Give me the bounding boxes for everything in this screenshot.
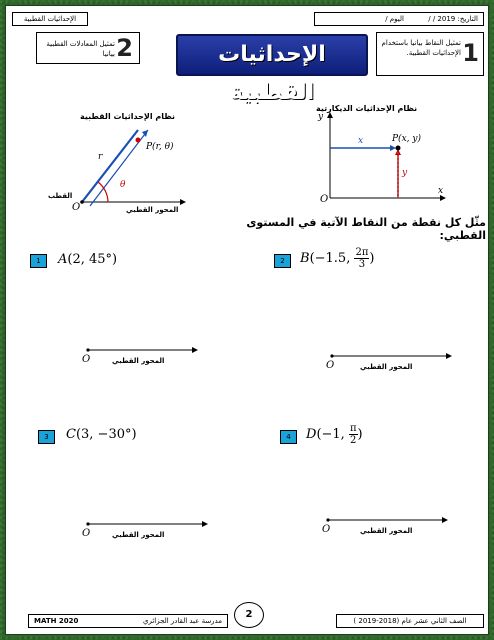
cartesian-origin-label: O bbox=[320, 194, 329, 205]
problem-4-fraction bbox=[349, 423, 358, 446]
page-number: 2 bbox=[245, 609, 253, 620]
lesson-name: الإحداثيات القطبية bbox=[23, 15, 77, 23]
answer-axis-2-line bbox=[326, 349, 456, 363]
answer-axis-4 bbox=[322, 512, 452, 542]
polar-caption: نظام الإحداثيات القطبية bbox=[80, 112, 176, 121]
objective-2-text: تمثيل المعادلات القطبية بيانيا bbox=[46, 40, 115, 58]
polar-point-text: P(r, θ) bbox=[146, 142, 174, 152]
date-box bbox=[314, 12, 484, 26]
problem-2-fraction bbox=[354, 247, 369, 270]
polar-point-marker bbox=[136, 138, 141, 143]
objective-1-number: 1 bbox=[462, 39, 479, 67]
problem-3-name: C bbox=[66, 427, 76, 442]
cartesian-point-label bbox=[392, 134, 421, 144]
answer-axis-2-label: المحور القطبي bbox=[360, 363, 413, 371]
cartesian-x-axis-text: x bbox=[438, 186, 444, 196]
cartesian-y-axis-label bbox=[318, 112, 323, 122]
problem-2-denominator: 3 bbox=[358, 259, 366, 270]
polar-point-label bbox=[146, 142, 174, 152]
problem-2-expression bbox=[300, 246, 375, 272]
instruction-text: مثّل كل نقطة من النقاط الآتية في المستوى القطبي: bbox=[246, 216, 486, 242]
answer-axis-2-origin: O bbox=[326, 360, 335, 371]
problem-4-expression bbox=[306, 422, 363, 448]
cartesian-caption: نظام الإحداثيات الديكارتية bbox=[316, 104, 418, 113]
cartesian-point-marker bbox=[396, 146, 401, 151]
cartesian-y-segment-label bbox=[402, 168, 407, 178]
answer-axis-1-label: المحور القطبي bbox=[112, 357, 165, 365]
problem-4-coords: (−1, bbox=[316, 427, 345, 442]
answer-axis-3 bbox=[82, 516, 212, 546]
cartesian-x-segment-label bbox=[358, 136, 363, 146]
answer-axis-2 bbox=[326, 348, 456, 378]
polar-r-text: r bbox=[98, 152, 103, 162]
problem-3-coords: (3, −30°) bbox=[75, 427, 137, 442]
answer-axis-4-label: المحور القطبي bbox=[360, 527, 413, 535]
problem-4-denominator: 2 bbox=[350, 435, 357, 446]
cartesian-point-text: P(x, y) bbox=[392, 134, 421, 144]
answer-axis-1-origin: O bbox=[82, 354, 91, 365]
problem-2-badge: 2 bbox=[274, 254, 291, 268]
objective-1-text: تمثيل النقاط بيانيا باستخدام الإحداثيات القطبية. bbox=[381, 39, 461, 57]
problem-3-badge: 3 bbox=[38, 430, 55, 444]
problem-2-close: ) bbox=[369, 251, 375, 266]
problem-2-name: B bbox=[300, 251, 310, 266]
cartesian-x-axis-label bbox=[438, 186, 443, 196]
worksheet-page bbox=[5, 5, 489, 635]
lesson-name-box bbox=[12, 12, 88, 26]
page-title: الإحداثيات القطبية bbox=[176, 34, 368, 76]
answer-axis-3-line bbox=[82, 517, 212, 531]
polar-theta-text: θ bbox=[120, 180, 126, 190]
problem-1-coords: (2, 45°) bbox=[67, 252, 118, 267]
answer-axis-3-origin: O bbox=[82, 528, 91, 539]
answer-axis-1 bbox=[82, 342, 202, 372]
problem-2-numerator: 2π bbox=[355, 247, 369, 258]
problem-4-close: ) bbox=[357, 427, 363, 442]
footer-grade-box bbox=[336, 614, 484, 628]
problem-1-expression bbox=[58, 252, 117, 267]
cartesian-diagram-svg bbox=[306, 98, 446, 208]
objective-2-number: 2 bbox=[116, 34, 133, 62]
polar-axis-label: المحور القطبي bbox=[126, 206, 179, 214]
answer-axis-4-line bbox=[322, 513, 452, 527]
polar-diagram bbox=[30, 106, 190, 216]
answer-axis-3-label: المحور القطبي bbox=[112, 531, 165, 539]
polar-r-label bbox=[98, 152, 102, 162]
problem-1-name: A bbox=[58, 252, 68, 267]
day-label: اليوم / bbox=[385, 15, 404, 23]
problem-4-numerator: π bbox=[349, 423, 357, 434]
answer-axis-4-origin: O bbox=[322, 524, 331, 535]
cartesian-y-axis-text: y bbox=[318, 112, 324, 122]
footer-math: MATH 2020 bbox=[34, 617, 79, 625]
problem-4-badge: 4 bbox=[280, 430, 297, 444]
polar-origin-label: O bbox=[72, 202, 81, 213]
x-segment-arrowhead bbox=[390, 145, 396, 151]
polar-pole-label: القطب bbox=[48, 192, 73, 200]
problem-4-name: D bbox=[306, 427, 317, 442]
problem-1-badge: 1 bbox=[30, 254, 47, 268]
cartesian-diagram bbox=[306, 98, 446, 208]
problem-3-expression bbox=[66, 427, 137, 442]
cartesian-x-segment-text: x bbox=[358, 136, 364, 146]
polar-theta-label bbox=[120, 180, 125, 190]
problem-2-coords: (−1.5, bbox=[309, 251, 351, 266]
page-number-circle bbox=[234, 602, 264, 628]
footer-school-box bbox=[28, 614, 228, 628]
footer-school: مدرسة عبد القادر الجزائري bbox=[142, 617, 222, 625]
footer-grade: الصف الثاني عشر عام (2018-2019 ) bbox=[353, 617, 467, 625]
answer-axis-1-line bbox=[82, 343, 202, 357]
objective-1-box bbox=[376, 32, 484, 76]
date-label: التاريخ: 2019 / / bbox=[428, 15, 478, 23]
cartesian-y-segment-text: y bbox=[402, 168, 408, 178]
objective-2-box bbox=[36, 32, 140, 64]
